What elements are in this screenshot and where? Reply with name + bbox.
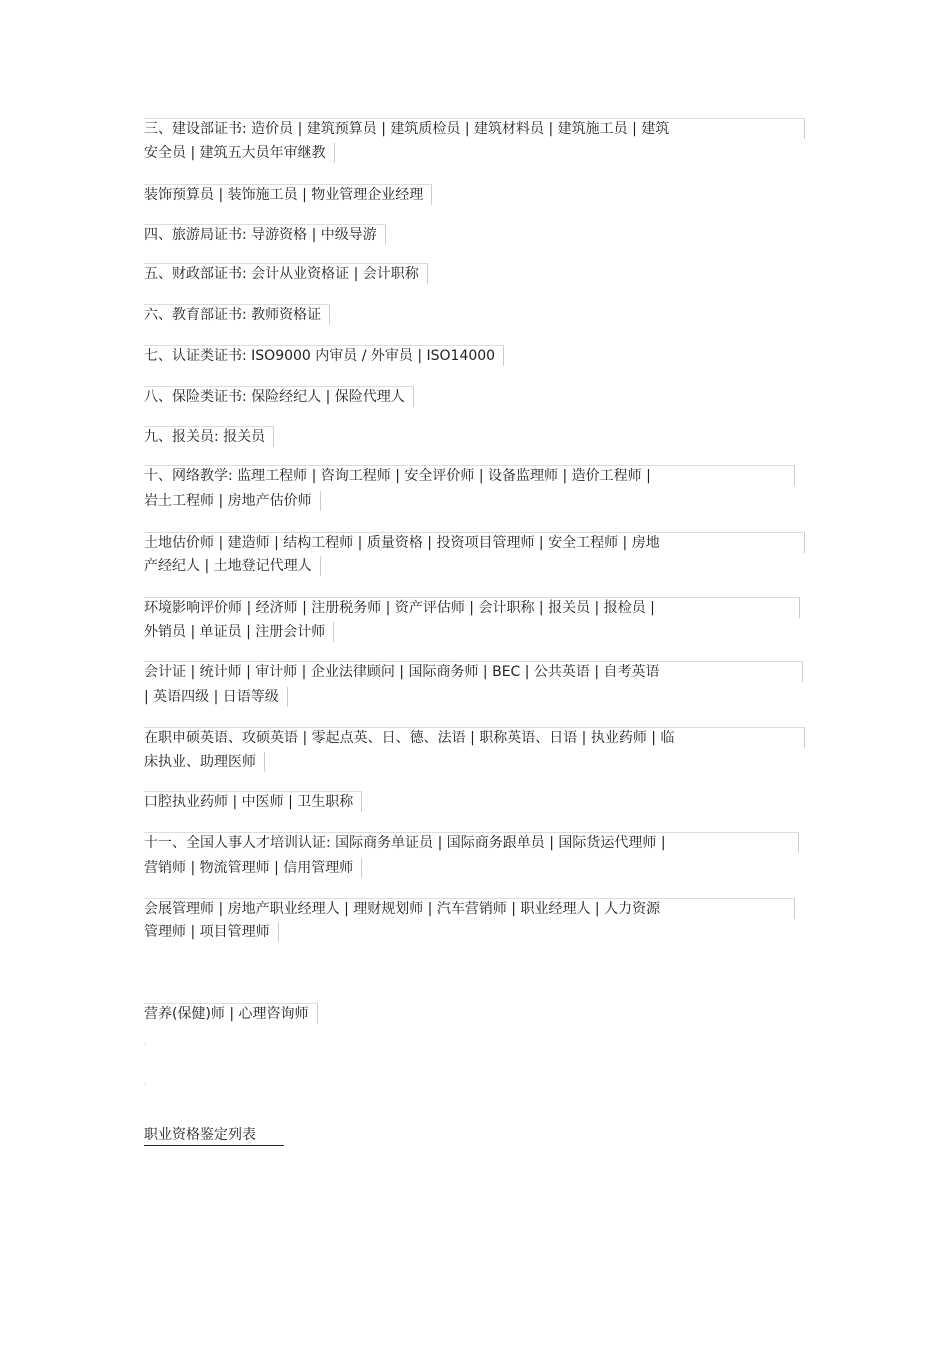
section-10-line-9: 在职申硕英语、攻硕英语 | 零起点英、日、德、法语 | 职称英语、日语 | 执业药师 | 临 bbox=[144, 727, 805, 748]
faint-mark bbox=[144, 1044, 146, 1045]
section-11-line-3: 会展管理师 | 房地产职业经理人 | 理财规划师 | 汽车营销师 | 职业经理人 | 人力资源 bbox=[144, 898, 795, 919]
section-10-line-1: 十、网络教学: 监理工程师 | 咨询工程师 | 安全评价师 | 设备监理师 | 造价工程师 | bbox=[144, 465, 795, 486]
section-11-line-4: 管理师 | 项目管理师 bbox=[144, 922, 279, 942]
section-10-line-3: 土地估价师 | 建造师 | 结构工程师 | 质量资格 | 投资项目管理师 | 安全工程师 | 房地 bbox=[144, 532, 805, 553]
section-10-line-2: 岩土工程师 | 房地产估价师 bbox=[144, 491, 321, 511]
faint-mark bbox=[144, 1084, 146, 1085]
section-3-line-1: 三、建设部证书: 造价员 | 建筑预算员 | 建筑质检员 | 建筑材料员 | 建筑施工员 | 建筑 bbox=[144, 118, 805, 139]
section-5-line: 五、财政部证书: 会计从业资格证 | 会计职称 bbox=[144, 263, 428, 284]
qualification-list-link[interactable]: 职业资格鉴定列表 bbox=[144, 1125, 284, 1146]
section-3-line-3: 装饰预算员 | 装饰施工员 | 物业管理企业经理 bbox=[144, 184, 432, 205]
section-7-line: 七、认证类证书: ISO9000 内审员 / 外审员 | ISO14000 bbox=[144, 345, 504, 366]
section-4-line: 四、旅游局证书: 导游资格 | 中级导游 bbox=[144, 224, 386, 245]
section-8-line: 八、保险类证书: 保险经纪人 | 保险代理人 bbox=[144, 386, 414, 407]
section-10-line-7: 会计证 | 统计师 | 审计师 | 企业法律顾问 | 国际商务师 | BEC | 公共英语 | 自考英语 bbox=[144, 661, 803, 682]
section-11-line-1: 十一、全国人事人才培训认证: 国际商务单证员 | 国际商务跟单员 | 国际货运代理师 | bbox=[144, 832, 799, 853]
section-11-line-5: 营养(保健)师 | 心理咨询师 bbox=[144, 1003, 318, 1024]
section-10-line-10: 床执业、助理医师 bbox=[144, 752, 265, 772]
section-10-line-4: 产经纪人 | 土地登记代理人 bbox=[144, 556, 321, 576]
section-10-line-11: 口腔执业药师 | 中医师 | 卫生职称 bbox=[144, 791, 362, 812]
section-3-line-2: 安全员 | 建筑五大员年审继教 bbox=[144, 143, 335, 163]
section-6-line: 六、教育部证书: 教师资格证 bbox=[144, 304, 330, 325]
section-10-line-8: | 英语四级 | 日语等级 bbox=[144, 687, 288, 707]
section-10-line-5: 环境影响评价师 | 经济师 | 注册税务师 | 资产评估师 | 会计职称 | 报关员 | 报检员 | bbox=[144, 597, 800, 618]
section-11-line-2: 营销师 | 物流管理师 | 信用管理师 bbox=[144, 858, 362, 878]
section-9-line: 九、报关员: 报关员 bbox=[144, 426, 274, 447]
section-10-line-6: 外销员 | 单证员 | 注册会计师 bbox=[144, 622, 334, 642]
